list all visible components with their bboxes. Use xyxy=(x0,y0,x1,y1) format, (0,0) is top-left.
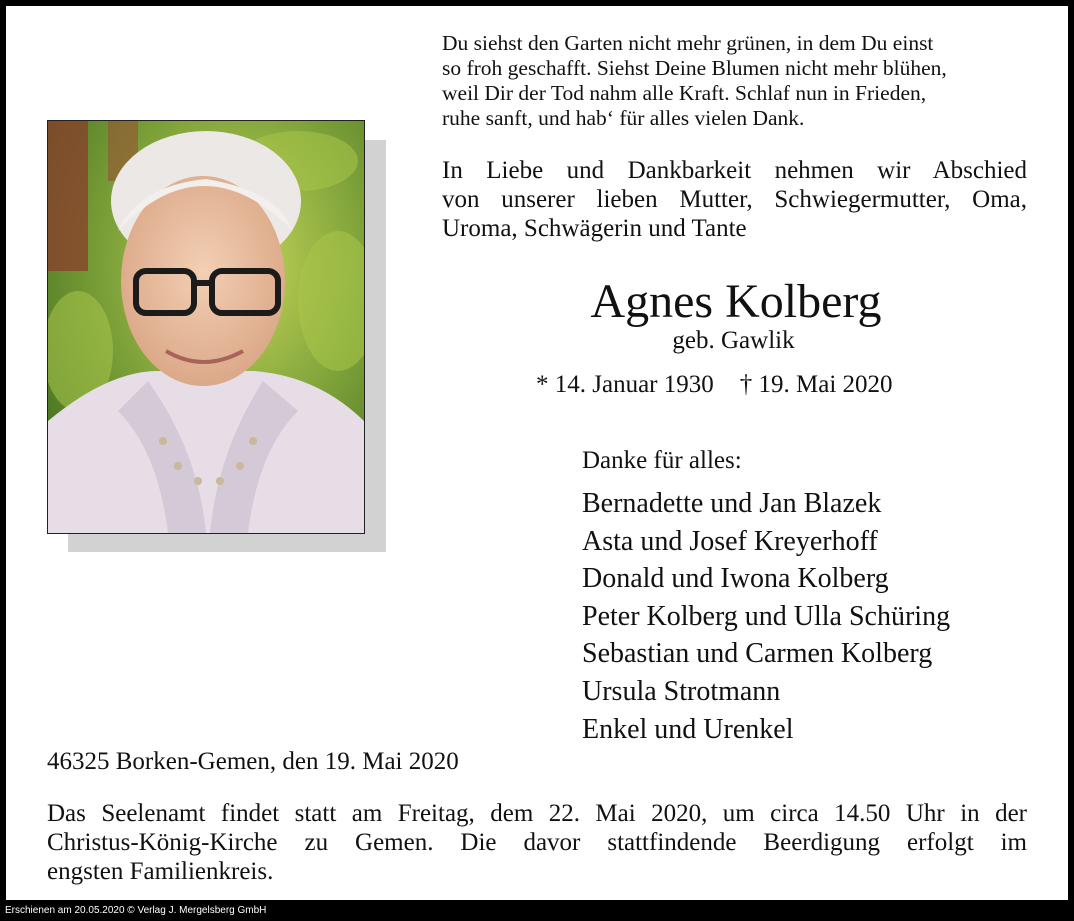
mourner: Donald und Iwona Kolberg xyxy=(582,563,889,595)
obituary-notice xyxy=(6,6,1068,900)
mourners-list xyxy=(582,485,950,748)
birth-date: * 14. Januar 1930 xyxy=(536,371,714,398)
farewell-intro xyxy=(442,156,1027,243)
mourner: Bernadette und Jan Blazek xyxy=(582,488,882,519)
mourner: Sebastian und Carmen Kolberg xyxy=(582,638,933,670)
poem-line: ruhe sanft, und hab‘ für alles vielen Dank. xyxy=(442,106,805,130)
publication-footer: Erschienen am 20.05.2020 © Verlag J. Mergelsberg GmbH xyxy=(5,905,267,916)
service-line: Christus-König-Kirche zu Gemen. Die davor stattfindende Beerdigung erfolgt im xyxy=(47,829,1027,856)
intro-line: Uroma, Schwägerin und Tante xyxy=(442,215,747,242)
service-info xyxy=(47,799,1027,886)
portrait-photo xyxy=(47,120,365,534)
intro-line: In Liebe und Dankbarkeit nehmen wir Abschied xyxy=(442,157,1027,184)
poem-line: weil Dir der Tod nahm alle Kraft. Schlaf nun in Frieden, xyxy=(442,81,927,105)
death-date: † 19. Mai 2020 xyxy=(739,371,893,398)
mourner: Asta und Josef Kreyerhoff xyxy=(582,525,878,557)
thanks-heading: Danke für alles: xyxy=(582,447,742,474)
maiden-name: geb. Gawlik xyxy=(672,327,795,354)
poem xyxy=(442,31,1032,131)
mourner: Enkel und Urenkel xyxy=(582,713,794,745)
poem-line: Du siehst den Garten nicht mehr grünen, in dem Du einst xyxy=(442,31,934,55)
mourner: Peter Kolberg und Ulla Schüring xyxy=(582,600,951,632)
place-date: 46325 Borken-Gemen, den 19. Mai 2020 xyxy=(47,748,459,775)
poem-line: so froh geschafft. Siehst Deine Blumen nicht mehr blühen, xyxy=(442,56,947,80)
service-line: Das Seelenamt findet statt am Freitag, dem 22. Mai 2020, um circa 14.50 Uhr in der xyxy=(47,800,1027,827)
service-line: engsten Familienkreis. xyxy=(47,858,274,885)
portrait-illustration xyxy=(48,121,364,533)
deceased-name: Agnes Kolberg xyxy=(590,275,882,328)
life-dates xyxy=(536,370,893,399)
intro-line: von unserer lieben Mutter, Schwiegermutter, Oma, xyxy=(442,186,1027,213)
mourner: Ursula Strotmann xyxy=(582,675,781,707)
